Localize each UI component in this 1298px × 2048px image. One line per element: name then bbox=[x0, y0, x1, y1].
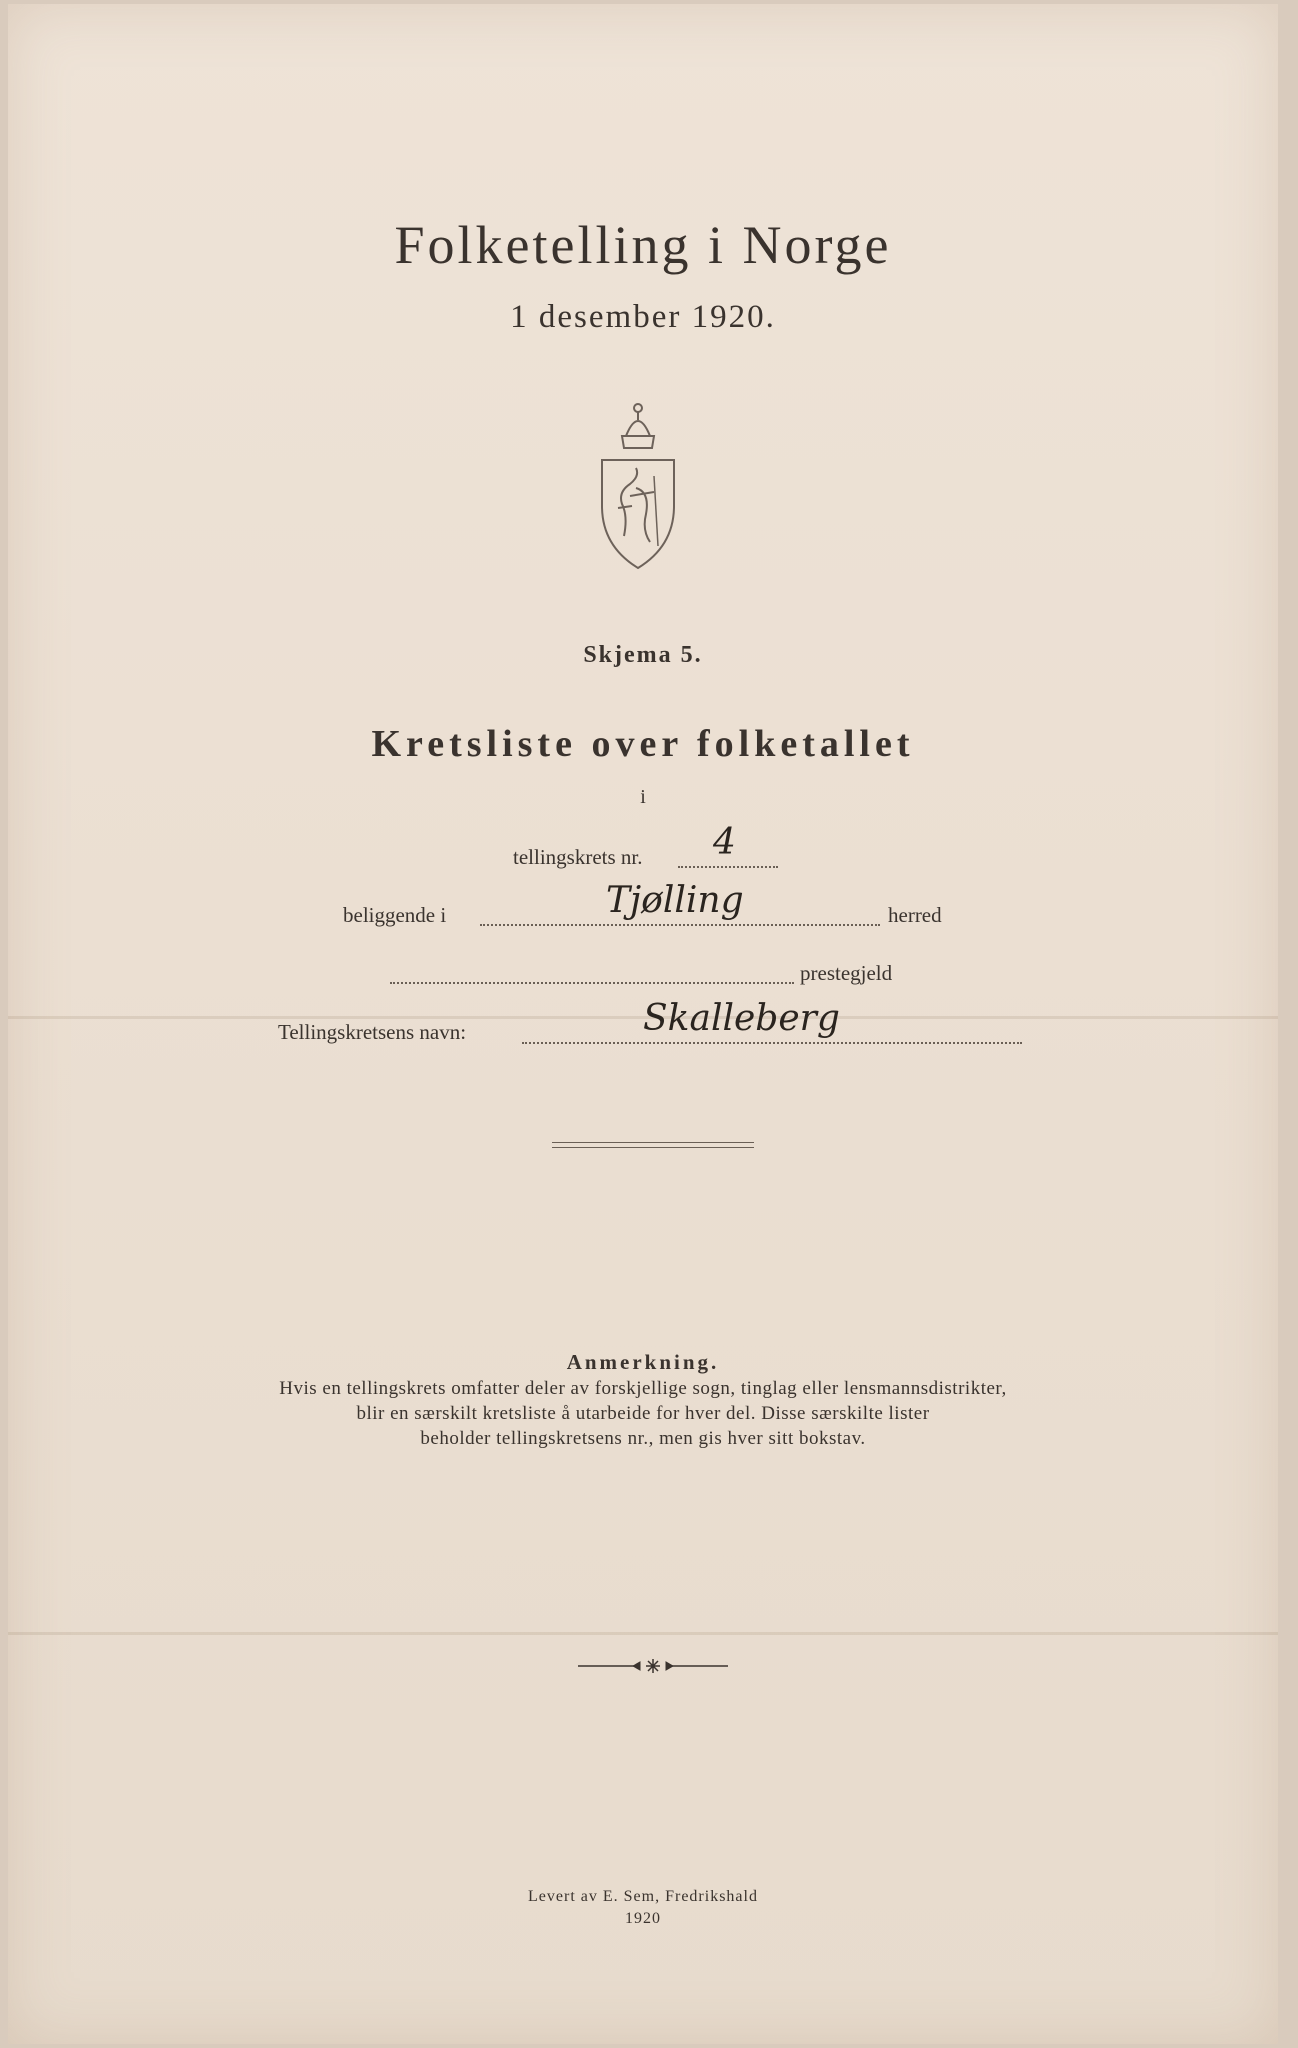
page-title: Folketelling i Norge bbox=[394, 215, 892, 275]
note-line-3: beholder tellingskretsens nr., men gis hver sitt bokstav. bbox=[420, 1428, 866, 1449]
prestegjeld-label: prestegjeld bbox=[800, 961, 893, 985]
schema-label: Skjema 5. bbox=[583, 642, 703, 668]
krets-navn-label: Tellingskretsens navn: bbox=[278, 1020, 467, 1044]
census-form-page bbox=[8, 4, 1278, 2044]
krets-navn-value: Skalleberg bbox=[643, 998, 840, 1039]
beliggende-label: beliggende i bbox=[343, 903, 447, 927]
ornament-divider-icon bbox=[578, 1656, 728, 1676]
norwegian-coat-of-arms-icon bbox=[588, 396, 688, 576]
tellingskrets-value: 4 bbox=[713, 822, 736, 863]
beliggende-line bbox=[480, 924, 880, 926]
printer-credit: Levert av E. Sem, Fredrikshald bbox=[528, 1888, 758, 1905]
prestegjeld-line bbox=[390, 982, 794, 984]
herred-label: herred bbox=[888, 903, 942, 927]
divider-bottom bbox=[552, 1147, 754, 1148]
connector-text: i bbox=[640, 786, 646, 808]
census-date: 1 desember 1920. bbox=[510, 299, 776, 335]
beliggende-value: Tjølling bbox=[606, 880, 744, 921]
note-line-1: Hvis en tellingskrets omfatter deler av forskjellige sogn, tinglag eller lensmannsdistrikter, bbox=[279, 1378, 1007, 1399]
note-heading: Anmerkning. bbox=[566, 1350, 720, 1374]
printer-year: 1920 bbox=[625, 1910, 661, 1927]
tellingskrets-label: tellingskrets nr. bbox=[513, 845, 643, 869]
paper-fold bbox=[8, 1632, 1278, 1635]
note-line-2: blir en særskilt kretsliste å utarbeide for hver del. Disse særskilte lister bbox=[356, 1403, 930, 1424]
krets-navn-line bbox=[522, 1042, 1022, 1044]
divider-top bbox=[552, 1142, 754, 1143]
tellingskrets-line bbox=[678, 866, 778, 868]
form-subtitle: Kretsliste over folketallet bbox=[371, 723, 915, 765]
